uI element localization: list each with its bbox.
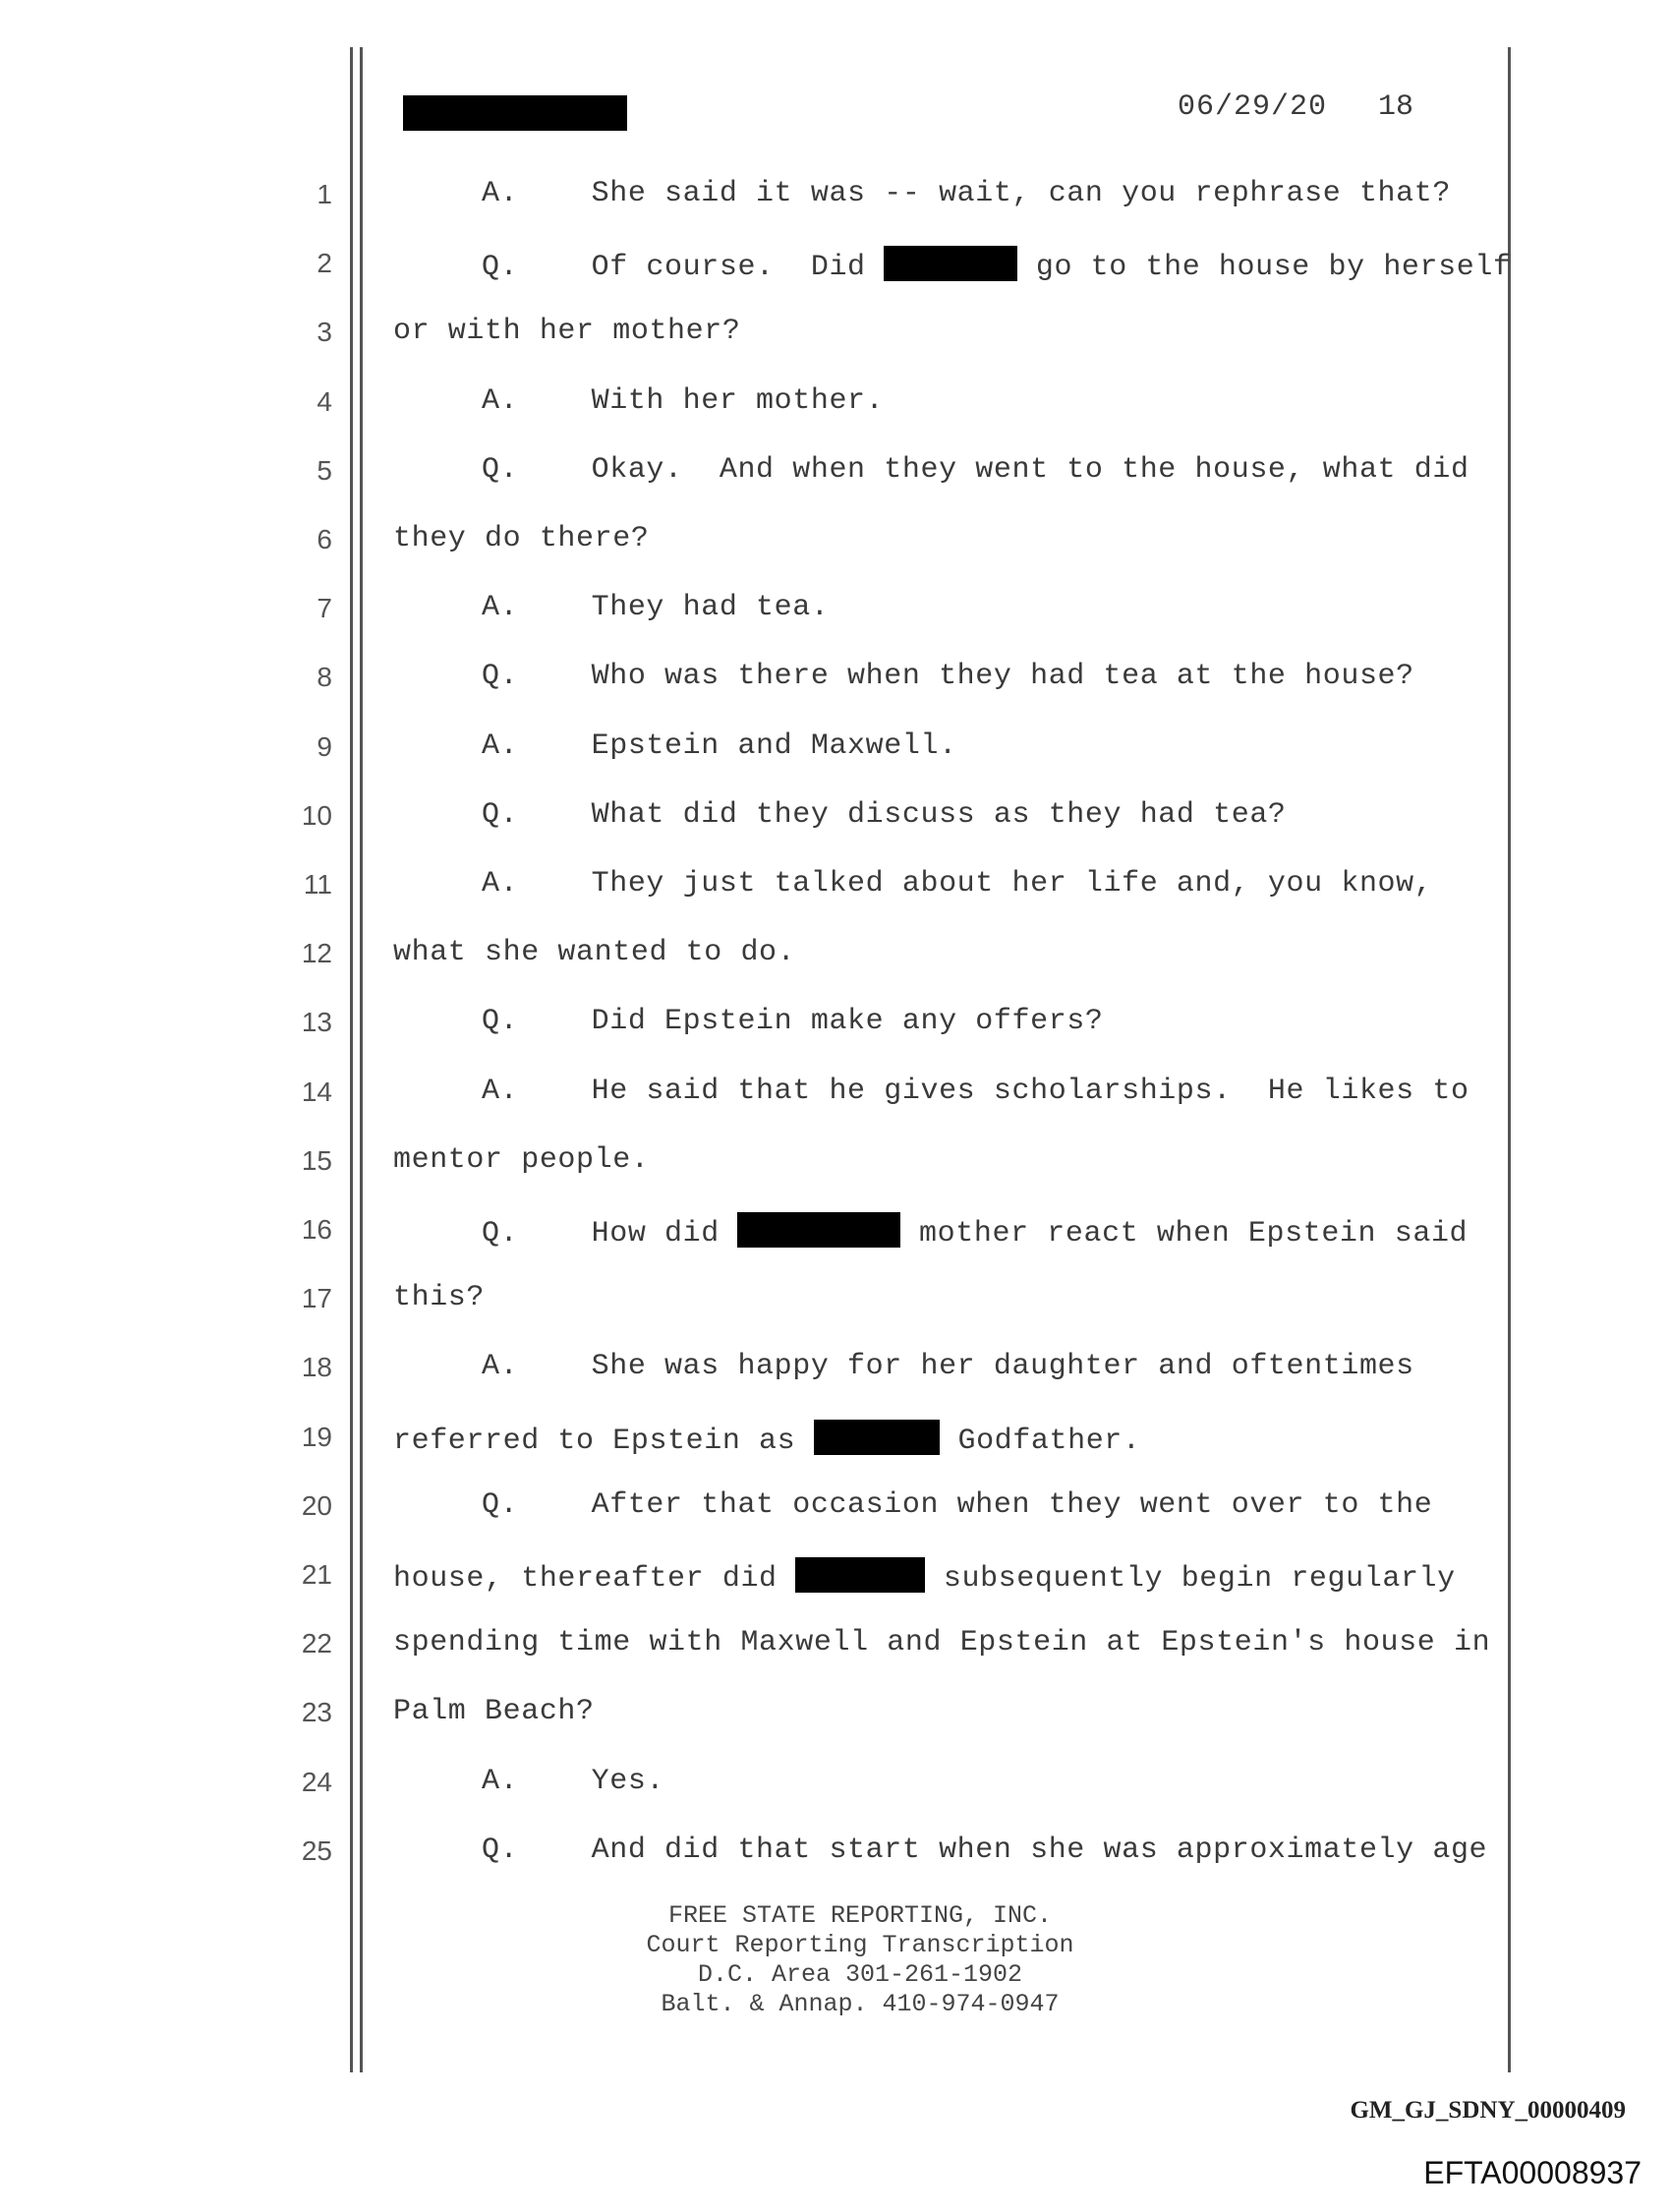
line-number: 23: [301, 1697, 332, 1727]
line-number: 14: [301, 1077, 332, 1107]
line-segment: spending time with Maxwell and Epstein at Epstein's house in: [393, 1626, 1491, 1659]
transcript-line: [393, 1557, 1456, 1596]
transcript-line: [482, 453, 1469, 487]
line-number: 25: [301, 1835, 332, 1866]
line-number: 24: [301, 1767, 332, 1797]
line-segment: Q. Who was there when they had tea at the house?: [482, 660, 1414, 693]
transcript-line: [482, 729, 957, 763]
line-number: 9: [317, 731, 332, 762]
transcript-line: [393, 1626, 1490, 1659]
transcript-line: [482, 798, 1287, 832]
header-date: 06/29/20: [1178, 90, 1328, 124]
line-segment: A. She said it was -- wait, can you rephrase that?: [482, 177, 1451, 210]
line-number: 7: [317, 593, 332, 623]
line-number: 6: [317, 524, 332, 554]
line-segment: A. He said that he gives scholarships. He likes to: [482, 1075, 1469, 1108]
line-segment: A. They just talked about her life and, you know,: [482, 867, 1433, 901]
transcript-line: [393, 1695, 595, 1728]
redaction-box: [884, 246, 1017, 281]
reporter-footer: [590, 1901, 1130, 2019]
transcript-line: [482, 1765, 664, 1798]
line-number: 12: [301, 938, 332, 968]
line-segment: A. Epstein and Maxwell.: [482, 729, 957, 763]
line-segment: A. They had tea.: [482, 591, 830, 624]
line-number: 8: [317, 662, 332, 692]
right-margin-rule: [1508, 47, 1511, 2072]
line-number: 4: [317, 386, 332, 417]
footer-services: Court Reporting Transcription: [646, 1931, 1074, 1959]
line-segment: Palm Beach?: [393, 1695, 595, 1728]
line-number: 1: [317, 179, 332, 209]
left-margin-rule: [350, 47, 353, 2072]
footer-balt-phone: Balt. & Annap. 410-974-0947: [661, 1990, 1060, 2018]
footer-company: FREE STATE REPORTING, INC.: [667, 1901, 1053, 1930]
transcript-line: [393, 522, 649, 555]
line-number: 3: [317, 317, 332, 347]
line-number: 13: [301, 1007, 332, 1037]
line-segment: Q. How did: [482, 1217, 738, 1251]
transcript-line: [482, 591, 829, 624]
transcript-line: [393, 1281, 485, 1314]
left-margin-rule-inner: [360, 47, 363, 2072]
line-number: 18: [301, 1352, 332, 1382]
line-number: 11: [303, 869, 332, 900]
line-segment: subsequently begin regularly: [925, 1562, 1456, 1596]
transcript-line: [482, 384, 884, 418]
transcript-line: [482, 177, 1451, 210]
transcript-line: [482, 1834, 1487, 1867]
line-number: 2: [317, 248, 332, 278]
line-number: 22: [301, 1628, 332, 1659]
line-segment: Q. What did they discuss as they had tea?: [482, 798, 1287, 832]
line-segment: go to the house by herself: [1017, 251, 1512, 284]
footer-dc-phone: D.C. Area 301-261-1902: [697, 1960, 1023, 1989]
transcript-line: [482, 1212, 1468, 1251]
line-number: 21: [301, 1559, 332, 1590]
line-segment: referred to Epstein as: [393, 1425, 814, 1458]
line-number: 19: [301, 1422, 332, 1452]
line-segment: this?: [393, 1281, 486, 1314]
efta-number: EFTA00008937: [1423, 2155, 1642, 2190]
line-segment: house, thereafter did: [393, 1562, 796, 1596]
transcript-line: [482, 660, 1414, 693]
redaction-box: [737, 1212, 900, 1248]
line-number: 17: [301, 1283, 332, 1313]
line-segment: A. She was happy for her daughter and oftentimes: [482, 1350, 1414, 1383]
line-segment: mother react when Epstein said: [900, 1217, 1469, 1251]
transcript-line: [482, 1488, 1432, 1522]
transcript-line: [482, 1005, 1104, 1038]
line-number: 5: [317, 455, 332, 486]
redaction-box: [814, 1420, 940, 1455]
line-segment: Godfather.: [939, 1425, 1141, 1458]
transcript-line: [482, 1075, 1469, 1108]
transcript-line: [393, 1420, 1141, 1458]
line-number: 20: [301, 1490, 332, 1521]
line-segment: Q. And did that start when she was approximately age: [482, 1834, 1488, 1867]
line-number: 15: [301, 1145, 332, 1176]
line-segment: Q. Of course. Did: [482, 251, 885, 284]
line-segment: Q. Did Epstein make any offers?: [482, 1005, 1104, 1038]
line-segment: mentor people.: [393, 1143, 650, 1177]
line-segment: A. With her mother.: [482, 384, 885, 418]
redaction-box: [795, 1557, 925, 1593]
line-segment: or with her mother?: [393, 315, 741, 348]
line-segment: what she wanted to do.: [393, 936, 796, 969]
transcript-line: [482, 1350, 1414, 1383]
line-segment: Q. Okay. And when they went to the house, what did: [482, 453, 1469, 487]
line-segment: they do there?: [393, 522, 650, 555]
line-segment: Q. After that occasion when they went over to the: [482, 1488, 1433, 1522]
line-number: 16: [301, 1214, 332, 1245]
header-redaction: [403, 95, 627, 131]
transcript-line: [393, 1143, 649, 1177]
line-segment: A. Yes.: [482, 1765, 665, 1798]
header-page-number: 18: [1378, 90, 1414, 124]
transcript-line: [482, 867, 1432, 901]
transcript-line: [482, 246, 1512, 284]
line-number: 10: [301, 800, 332, 831]
transcript-line: [393, 936, 795, 969]
bates-number: GM_GJ_SDNY_00000409: [1350, 2097, 1626, 2124]
transcript-line: [393, 315, 740, 348]
